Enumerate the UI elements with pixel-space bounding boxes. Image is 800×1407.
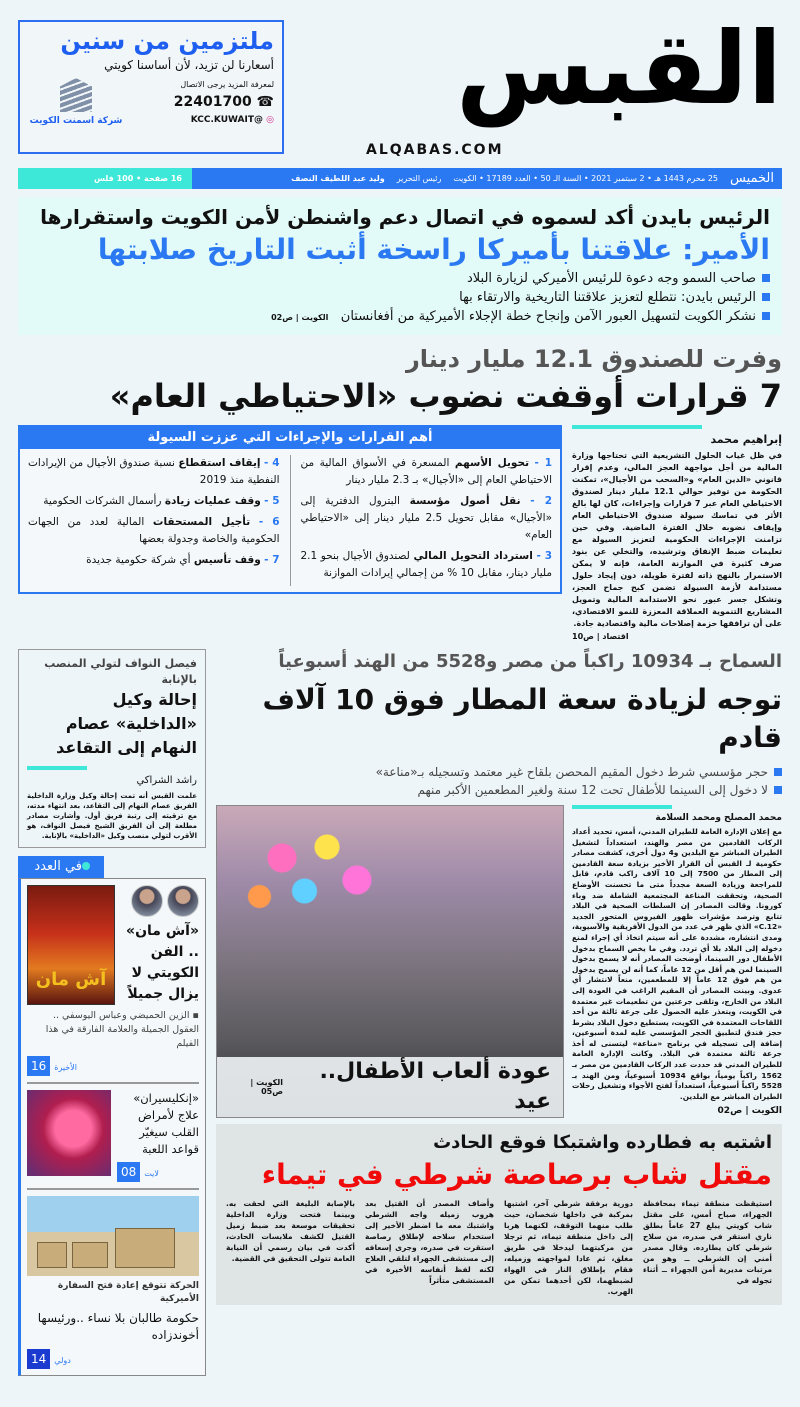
issue-kicker: الحركة تتوقع إعادة فتح السفارة الأميركية (57, 1281, 199, 1304)
article-body: مع إعلان الإدارة العامة للطيران المدني، أمس، تحديد أعداد الركاب القادمين من مصر والهند، استعداداً لتشغيل الطيران المباشر مع البلدين و4 دول أخرى، كشفت مصادر حكومية لـ القبس أن القرار الأخير بزيادة سعة القادمين إلى المطار من 7500 إلى 10 آلاف راكب قادم، قابل للمراجعة وزيادة السعة مجدداً متى ما تحسنت الأوضاع الصحية، وتحققت المناعة المجتمعية الشاملة ضد وباء كورونا. وقالت المصادر إن السلطات الصحية في البلاد تتابع وترصد مؤشرات ظهور الفيروس المتحور الجديد «C.12» الذي ظهر في عدد من الدول الأفريقية والآسيوية، ومدى انتشاره، مشددة على أنه سيتم اتخاذ أي إجراء لمنع دخوله إلى البلاد بلا أي تردد. وفي ما يخص السماح بدخول الأطفال دور السينما، أوضحت المصادر أنه لا يسمح بدخول السينما لمن هم أقل من 12 عاماً، كما أنه لن يسمح بدخول من هم فوق 12 عاماً إلا للمطعمين، منعاً لانتشار أي عدوى. وبينت المصادر أن المقيم الراغب في العودة إلى البلاد من الخارج، وتلقى جرعتين من تطعيمات غير معتمدة في الكويت، ويتعذر عليه الحصول على جرعة ثالثة من أحد اللقاحات المعتمدة في الكويت، يستطيع دخول البلاد بشرط حجز فندق لتطبيق الحجر المؤسسي عليه لمدة أسبوعين، إضافة إلى تسجيله في برنامج «مناعة» ليتسنى له أخذ جرعة ثالثة معتمدة في البلاد. وكانت الإدارة العامة للطيران المدني قد حددت عدد الركاب القادمين من مصر بـ 1562 راكباً يومياً، بواقع 10934 أسبوعياً، ومن الهند بـ 5528 راكباً أسبوعياً، استعداداً لفتح الأجواء وتشغيل رحلات الطيران المباشر مع البلدين. (571, 827, 783, 1101)
decision-number: 5 - (264, 495, 280, 507)
movie-poster (27, 885, 115, 1005)
pages-price: 16 صفحة • 100 فلس (18, 168, 192, 189)
article-body: في ظل غياب الحلول التشريعية التي تحتاجها وزارة المالية من أجل مواجهة العجز المالي، وعدم إقرار قانوني «الدين العام» و«السحب من الأجيال»، تمكنت الحكومة من توفير حوالي 12.1 مليار دينار لصندوق الاحتياطي العام عبر 7 قرارات وإجراءات، كان لها بالغ الأثر في تماسك سيولة صندوق الاحتياطي العام وإيقاف نضوبه خلال الفترة الماضية. وفي حين تزامنت الإجراءات الحكومية لتعزيز السيولة مع تعليمات ضبط الإنفاق وترشيده، والتخلي عن بنود صرف كثيرة في الموازنة العامة، فإنه لا يمكن الاستمرار بالنهج ذاته لفترة طويلة، دون إيجاد حلول مستدامة لأزمة السيولة تضمن كبح جماح العجز، وتشكل جسر عبور نحو الاستدامة المالية وتمويل المشاريع التنموية العملاقة المعززة للنمو الاقتصادي، على أن ترافقها حزمة إصلاحات مالية واقتصادية جادة. (572, 451, 782, 628)
decision-number: 1 - (534, 457, 552, 469)
page-ref[interactable]: الكويت | ص05 (250, 1078, 283, 1097)
ad-contact (174, 79, 274, 127)
lead-bullet: نشكر الكويت لتسهيل العبور الآمن وإنجاح خطة الإجلاء الأميركية من أفغانستان الكويت | ص02 (30, 307, 770, 327)
airport-bullets (216, 763, 782, 799)
page-ref[interactable]: اقتصاد | ص10 (572, 632, 629, 641)
issue-page: دولي14 (27, 1348, 199, 1369)
issue-title: «آش مان» .. الفن الكويتي لا يزال جميلاً (126, 923, 199, 1002)
article-column: استيقظت منطقة تيماء بمحافظة الجهراء، صباح أمس، على مقتل شاب كويتي يبلغ 27 عاماً بطلق ناري استقر في صدره، من سلاح شرطي كان يطارده. وقال مصدر أمني إن الشرطي ــ وهو من مرتبات مديرية أمن الجهراء ــ أثناء تجوله في (643, 1199, 772, 1286)
decision-title: وقف تأسيس (193, 554, 261, 566)
site-url[interactable]: ALQABAS.COM (366, 142, 504, 158)
lead-headline[interactable]: الأمير: علاقتنا بأميركا راسخة أثبت التاريخ صلابتها (97, 233, 770, 266)
convoy-image (27, 1196, 199, 1276)
bullet-icon (774, 768, 782, 776)
decision-title: وقف عمليات زيادة (164, 495, 261, 507)
decisions-column (301, 455, 553, 586)
lead-bullet: الرئيس بايدن: نتطلع لتعزيز علاقتنا التاريخية والارتقاء بها (30, 288, 770, 307)
decision-item (28, 455, 280, 489)
main-column (216, 649, 782, 1305)
bullet-icon (762, 312, 770, 320)
date-bar (18, 168, 782, 189)
lead-story[interactable] (18, 197, 782, 335)
issue-item[interactable] (27, 1196, 199, 1369)
decision-number: 2 - (530, 495, 552, 507)
ad-tagline: أسعارنا لن تزيد، لأن أساسنا كويتي (104, 58, 274, 72)
decision-title: تحويل الأسهم (454, 457, 530, 469)
decision-number: 4 - (264, 457, 280, 469)
issue-title: حكومة طالبان بلا نساء ..ورئيسها أخوندزاده (37, 1311, 199, 1342)
divider (27, 1082, 199, 1084)
divider (27, 1188, 199, 1190)
issue-date: 25 محرم 1443 هـ • 2 سبتمبر 2021 • السنة الـ 50 • العدد 17189 • الكويت (453, 174, 719, 183)
issue-item[interactable] (27, 1090, 199, 1182)
airport-article (572, 805, 782, 1118)
bullet-icon (762, 274, 770, 282)
decisions-column (28, 455, 291, 586)
dot-icon (82, 862, 90, 870)
airport-kicker: السماح بـ 10934 راكباً من مصر و5528 من الهند أسبوعياً (278, 651, 782, 672)
weekday: الخميس (730, 171, 774, 186)
side-story[interactable] (18, 649, 206, 848)
photo-row (216, 805, 782, 1118)
side-kicker: فيصل النواف لتولي المنصب بالإنابة (44, 657, 197, 686)
byline-rule (572, 805, 672, 809)
lead-bullet: صاحب السمو وجه دعوة للرئيس الأميركي لزيارة البلاد (30, 269, 770, 288)
poster-title: آش مان (35, 969, 107, 990)
issue-summary: ▪ الزين الحميضي وعباس اليوسفي .. العقول الجميلة والعلامة الفارقة في هذا الفيلم (45, 1010, 199, 1049)
page-ref[interactable]: الكويت | ص02 (271, 313, 329, 322)
decision-item (301, 548, 553, 582)
decision-item (301, 455, 553, 489)
reserve-heading (18, 343, 782, 417)
in-this-issue-label: في العدد (18, 856, 104, 878)
byline-rule (27, 766, 87, 770)
company-logo: شركة اسمنت الكويت (28, 78, 124, 127)
airport-bullet: حجر مؤسسي شرط دخول المقيم المحصن بلقاح غير معتمد وتسجيله بـ«مناعة» (216, 763, 782, 781)
issue-title: «إنكليسيران» علاج لأمراض القلب سيغيّر قواعد اللعبة (133, 1091, 199, 1156)
ad-headline: ملتزمين من سنين (60, 27, 274, 55)
decision-item (28, 552, 280, 569)
bullet-icon (762, 293, 770, 301)
article-body: علمت القبس أنه تمت إحالة وكيل وزارة الداخلية الفريق عصام النهام إلى التقاعد، بعد انتهاء مدته، مع ترقيته إلى رتبة فريق أول. وأشارت مصادر مطلعة إلى أن الفريق الشيخ فيصل النواف، هو الأقرب لتولي منصب وكيل «الداخلية» بالإنابة. (27, 792, 197, 840)
bullet-icon (774, 786, 782, 794)
decision-text: المسعرة في الأسواق المالية من الاحتياطي العام إلى «الأجيال» بـ 2.3 مليار دينار (300, 457, 552, 486)
phone-icon: ☎ (251, 94, 274, 110)
article-column: وأضاف المصدر أن القتيل بعد هروب زميله واجه الشرطي واشتبك معه ما اضطر الأخير إلى استخدام سلاحه لإطلاق رصاصة استقرت في صدره، وجرى إسعافه إلى مستشفى الجهراء لتلقي العلاج لكنه لفظ أنفاسه الأخيرة في المستشفى متأثراً (365, 1199, 494, 1286)
decisions-box (18, 425, 562, 594)
decision-text: أي شركة حكومية جديدة (86, 554, 191, 566)
decision-number: 3 - (536, 550, 553, 562)
decision-text: المالية لعدد من الجهات الحكومية والخاصة وجدولة بعضها (28, 516, 280, 545)
decision-item (28, 493, 280, 510)
byline: إبراهيم محمد (710, 433, 782, 446)
reserve-kicker: وفرت للصندوق 12.1 مليار دينار (405, 345, 782, 373)
avatar (167, 885, 199, 917)
box-title: أهم القرارات والإجراءات التي عززت السيولة (20, 427, 560, 449)
decision-text: لصندوق الأجيال بنحو 2.1 مليار دينار، مقابل 10 % من إجمالي إيرادات الموازنة (300, 550, 552, 579)
decision-title: نقل أصول مؤسسة (409, 495, 521, 507)
photo-caption: عودة ألعاب الأطفال.. عيد (319, 1059, 551, 1115)
reserve-headline[interactable]: 7 قرارات أوقفت نضوب «الاحتياطي العام» (109, 377, 782, 415)
decision-text: نسبة صندوق الأجيال من الإيرادات النفطية منذ 2019 (28, 457, 280, 486)
masthead (362, 10, 782, 160)
issue-item[interactable] (27, 885, 199, 1076)
heart-image (27, 1090, 111, 1176)
lower-section (18, 649, 782, 1376)
byline: راشد الشراكي (136, 775, 197, 786)
ad-phone: ☎ 22401700 (173, 94, 274, 110)
balloons-image (237, 814, 387, 924)
lead-kicker: الرئيس بايدن أكد لسموه في اتصال دعم واشنطن لأمن الكويت واستقرارها (40, 205, 770, 229)
editor-label: رئيس التحرير (396, 174, 442, 183)
taima-story[interactable] (216, 1124, 782, 1305)
reserve-row (18, 425, 782, 641)
issue-page: الأخيرة16 (27, 1055, 199, 1076)
airport-bullet: لا دخول إلى السينما للأطفال تحت 12 سنة ولغير المطعمين الأكبر منهم (216, 781, 782, 799)
byline-rule (572, 425, 702, 429)
taima-headline[interactable]: مقتل شاب برصاصة شرطي في تيماء (261, 1158, 772, 1192)
header (18, 10, 782, 160)
news-photo[interactable] (216, 805, 564, 1118)
decision-title: إيقاف استقطاع (178, 457, 261, 469)
decision-item (28, 514, 280, 548)
decision-text: رأسمال الشركات الحكومية (43, 495, 162, 507)
avatar (131, 885, 163, 917)
decision-text: البترول الدفترية إلى «الأجيال» مقابل تحويل 2.5 مليار دينار إلى «الاحتياطي العام» (300, 495, 552, 541)
byline: محمد المصلح ومحمد السلامة (655, 813, 782, 823)
decision-item (301, 493, 553, 544)
in-this-issue-box (18, 878, 206, 1376)
instagram-icon: ◎ (263, 115, 274, 125)
ad-info-label: لمعرفة المزيد يرجى الاتصال (180, 80, 274, 89)
decision-title: تأجيل المستحقات (152, 516, 251, 528)
page-ref[interactable]: الكويت | ص02 (717, 1106, 782, 1117)
building-icon (60, 78, 92, 112)
article-column: دورية برفقة شرطي آخر، اشتبها بمركبة في داخلها شخصان، حيث طلب منهما التوقف، لكنهما هربا إلى داخل منطقة تيماء، ثم ترجلا من مركبتهما ليدخلا في طريق مغلق، ثم عادا لمواجهته وزميله، فقام بإطلاق النار في الهواء لضبطهما، لكن أحدهما تمكن من الهرب. (504, 1199, 633, 1297)
decision-title: استرداد التحويل المالي (413, 550, 533, 562)
sidebar (18, 649, 206, 1376)
reserve-article (572, 425, 782, 641)
photo-caption-bar (217, 1057, 563, 1117)
ad-instagram: ◎ @KCC.KUWAIT (190, 115, 274, 125)
decision-number: 6 - (258, 516, 280, 528)
editor-name: وليد عبد اللطيف النصف (291, 174, 385, 183)
decision-number: 7 - (264, 554, 280, 566)
issue-page: لايت08 (117, 1161, 199, 1182)
newspaper-logo: القبس (456, 10, 782, 127)
advertisement[interactable] (18, 20, 284, 154)
airport-headline[interactable]: توجه لزيادة سعة المطار فوق 10 آلاف قادم (262, 683, 782, 754)
side-headline[interactable]: إحالة وكيل «الداخلية» عصام النهام إلى التقاعد (56, 690, 197, 757)
article-column: بالإصابة البليغة التي لحقت به. وبينما فتحت وزارة الداخلية تحقيقات موسعة بعد ضبط زميل القتيل لكشف ملابسات الحادث، أكدت في بيان رسمي أن النيابة العامة تتولى التحقيق في القضية. (226, 1199, 355, 1264)
taima-kicker: اشتبه به فطارده واشتبكا فوقع الحادث (433, 1132, 772, 1154)
